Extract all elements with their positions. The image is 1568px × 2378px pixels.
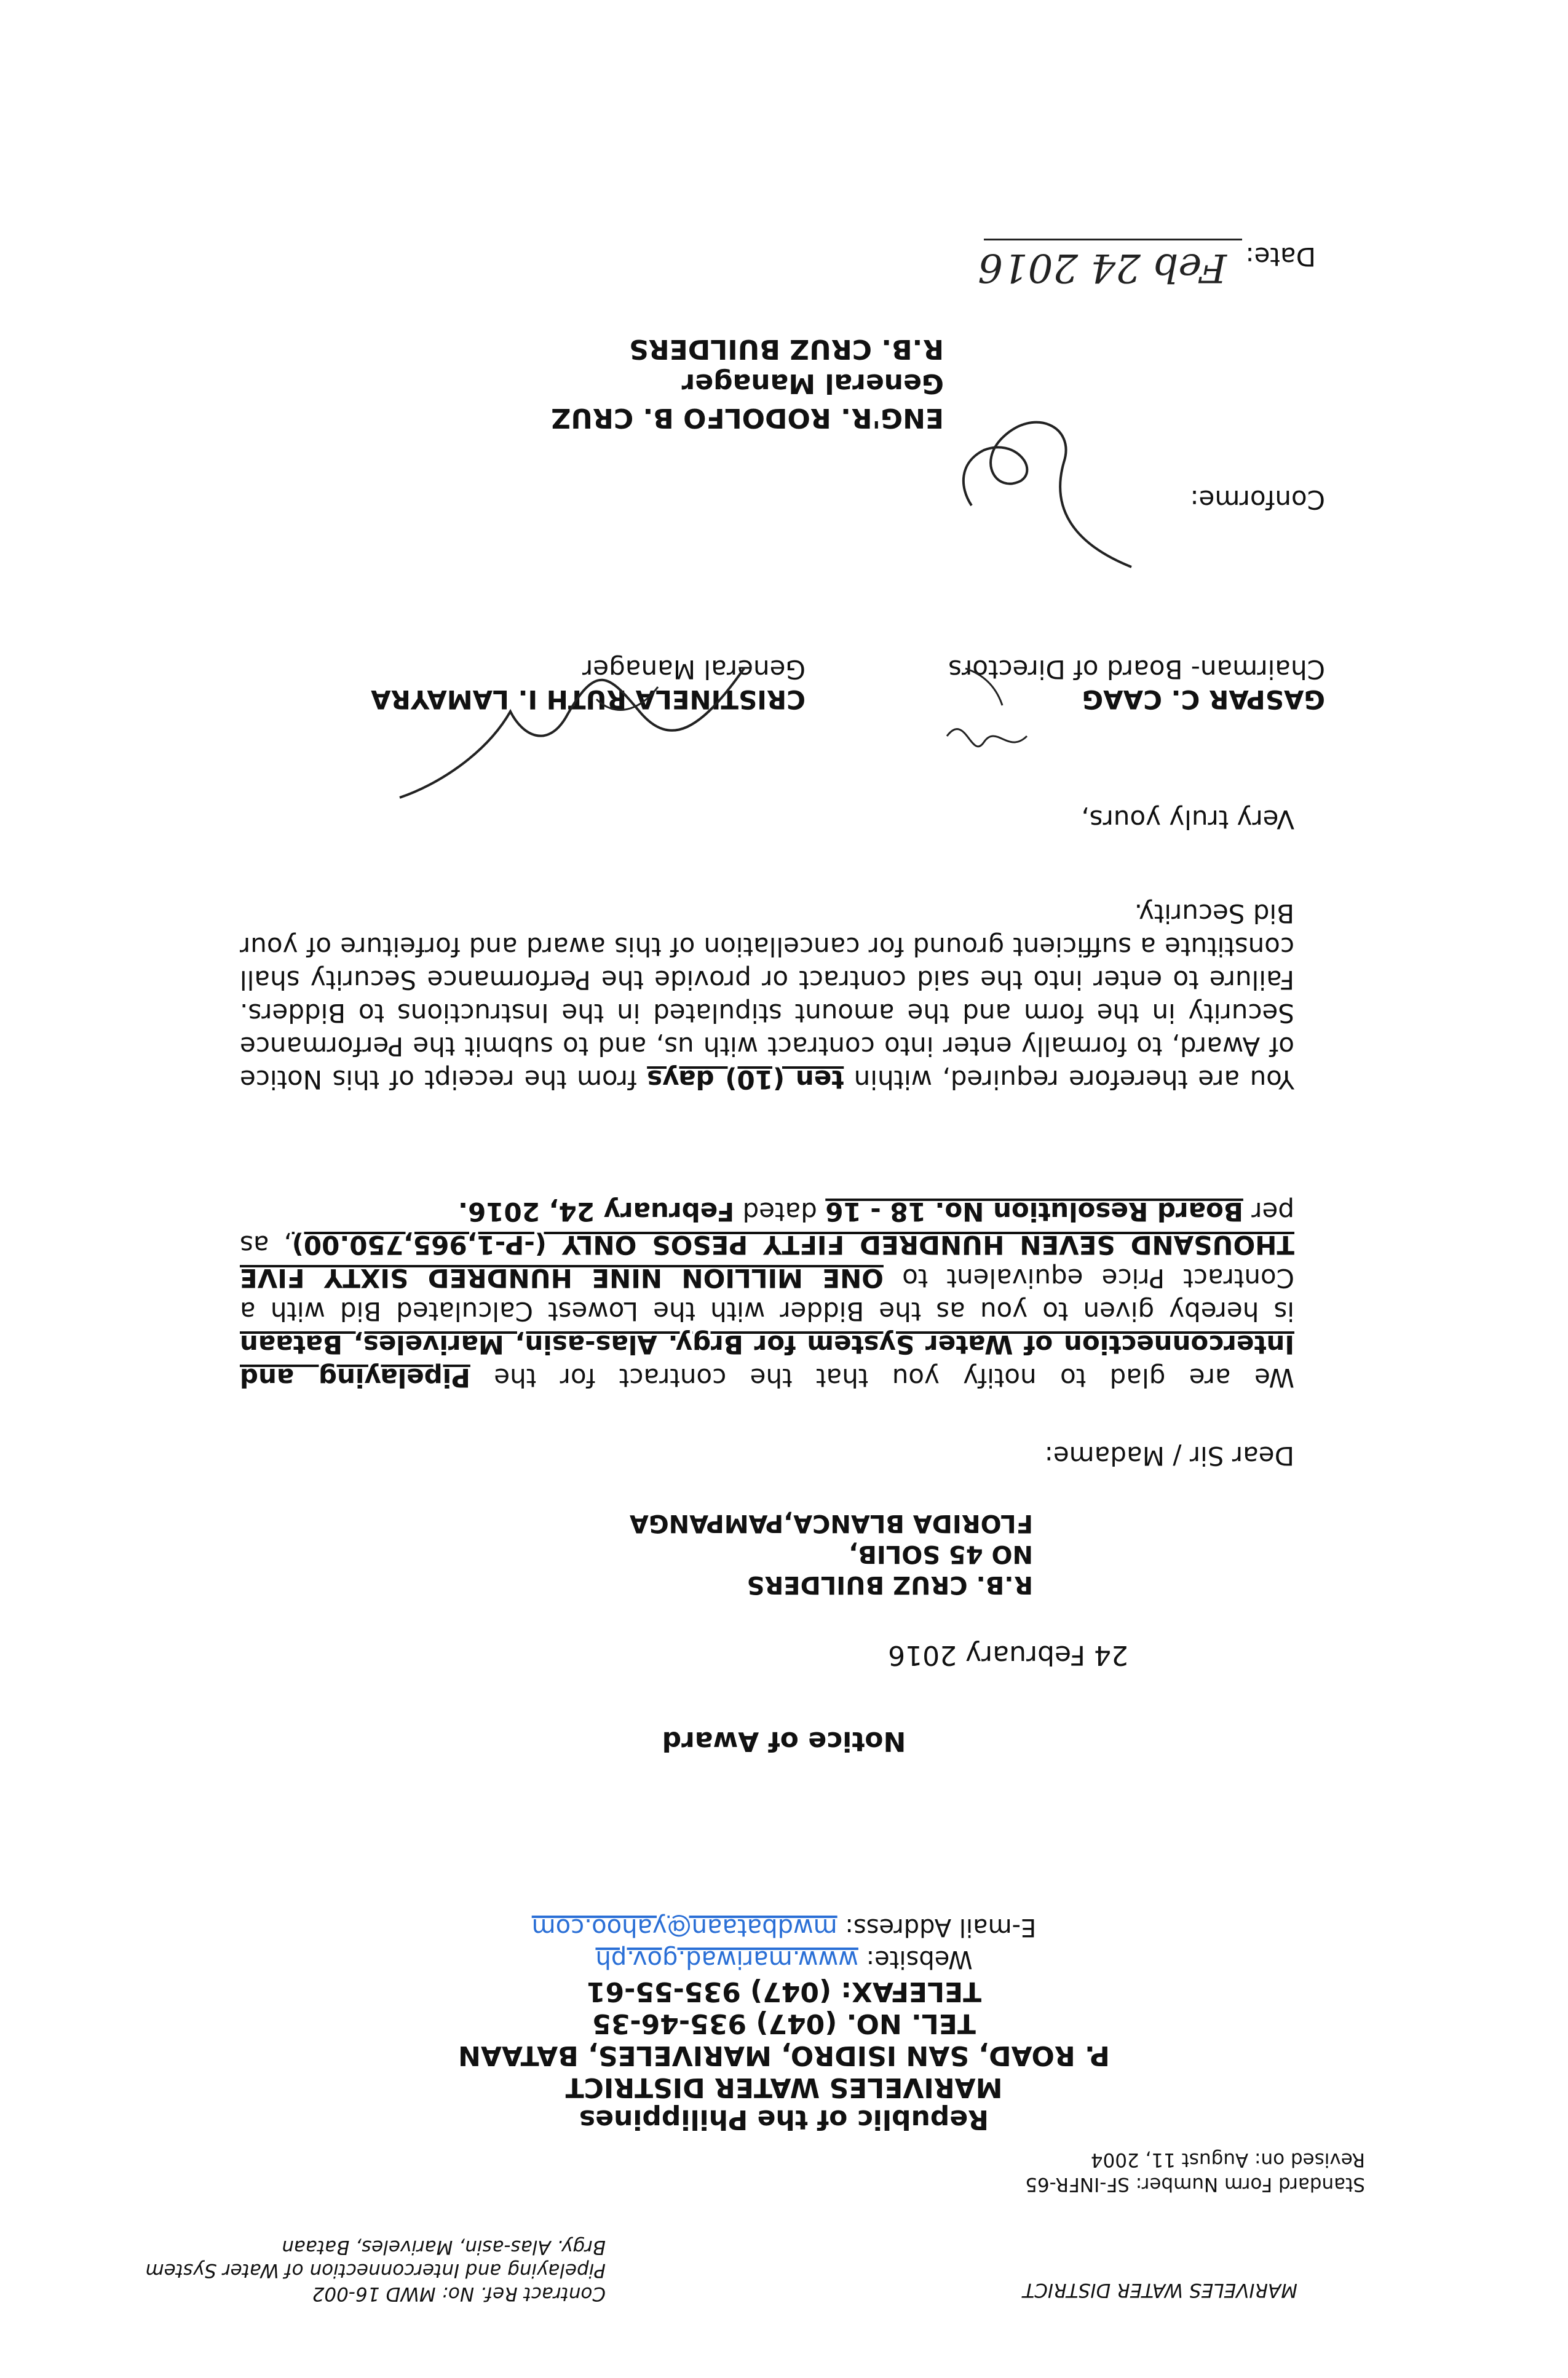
conforme-label: Conforme: xyxy=(1190,485,1325,515)
letterhead-email-row xyxy=(0,1911,1568,1943)
conforme-date-label: Date: xyxy=(1245,242,1316,272)
website-link[interactable]: www.mariwad.gov.ph xyxy=(595,1945,858,1973)
conforme-role: General Manager xyxy=(681,368,944,399)
signatory-role: General Manager xyxy=(582,654,806,684)
p1-text-d: dated xyxy=(742,1197,817,1227)
email-link[interactable]: mwdbataan@yahoo.com xyxy=(531,1913,837,1941)
contract-ref: Contract Ref. No: MWD 16-002 xyxy=(312,2283,606,2305)
p1-text-c: , as per xyxy=(239,1197,1294,1260)
recipient-line1: NO 45 SOLIB, xyxy=(849,1540,1033,1568)
recipient-name: R.B. CRUZ BUILDERS xyxy=(746,1571,1033,1599)
website-label: Website: xyxy=(866,1945,973,1973)
signatory-role: Chairman- Board of Directors xyxy=(948,654,1325,684)
p1-text-a: We are glad to notify you that the contract for the xyxy=(494,1363,1294,1393)
p2-days: ten (10) days xyxy=(647,1064,844,1095)
salutation: Dear Sir / Madame: xyxy=(1044,1441,1294,1471)
p1-text-b: is hereby given to you as the Bidder with the Lowest Calculated Bid with a Contract Price equivalent to xyxy=(240,1263,1294,1326)
p1-project: Pipelaying and Interconnection of Water System for Brgy. Alas-asin, Mariveles, Bataan xyxy=(239,1330,1294,1393)
signature-lamayra xyxy=(916,650,1039,761)
email-label: E-mail Address: xyxy=(845,1913,1037,1941)
form-info xyxy=(1025,2147,1365,2197)
project-location: Brgy. Alas-asin, Mariveles, Bataan xyxy=(282,2236,606,2258)
letterhead-org: MARIVELES WATER DISTRICT xyxy=(565,2072,1003,2103)
body-paragraph-1 xyxy=(240,1195,1294,1394)
letterhead-telefax: TELEFAX: (047) 935-55-61 xyxy=(586,1976,982,2007)
p1-date: February 24, 2016. xyxy=(458,1197,735,1227)
letterhead-tel: TEL. NO. (047) 935-46-35 xyxy=(592,2008,976,2039)
p1-resolution: Board Resolution No. 18 - 16 xyxy=(825,1197,1243,1227)
project-name: Pipelaying and Interconnection of Water System xyxy=(145,2259,606,2281)
form-number: Standard Form Number: SF-INFR-65 xyxy=(1025,2173,1365,2195)
document-title: Notice of Award xyxy=(662,1726,906,1757)
letter-date: 24 February 2016 xyxy=(888,1639,1128,1671)
signature-caag xyxy=(387,644,756,804)
closing: Very truly yours, xyxy=(1081,804,1294,834)
recipient-line2: FLORIDA BLANCA,PAMPANGA xyxy=(629,1509,1033,1537)
letterhead-address: P. ROAD, SAN ISIDRO, MARIVELES, BATAAN xyxy=(458,2040,1110,2071)
conforme-company: R.B. CRUZ BUILDERS xyxy=(629,333,944,365)
p2-text-b: from the receipt of this Notice of Award, to formally enter into contract with us, and to submit the Performance Security in the form and the amount stipulated in the Instructions to Bidders. Failure to enter into the said contract or provide the Performance Security shall constitute a sufficient ground for cancellation of this award and forfeiture of your Bid Security. xyxy=(239,898,1294,1095)
letterhead xyxy=(0,1911,1568,2135)
header-contract-info xyxy=(145,2235,606,2305)
p1-amount: ONE MILLION NINE HUNDRED SIXTY FIVE THOUSAND SEVEN HUNDRED FIFTY PESOS ONLY (-P-1,965,750.00) xyxy=(239,1230,1294,1293)
conforme-name: ENG'R. RODOLFO B. CRUZ xyxy=(551,402,944,434)
conforme-date-handwritten: Feb 24 2016 xyxy=(978,245,1227,290)
p2-text-a: You are therefore required, within xyxy=(853,1064,1294,1095)
letterhead-republic: Republic of the Philippines xyxy=(579,2104,989,2135)
date-underline xyxy=(984,239,1242,240)
form-revised: Revised on: August 11, 2004 xyxy=(1090,2149,1365,2171)
signatory-name: CRISTINELA RUTH I. LAMAYRA xyxy=(371,684,806,715)
conforme-block xyxy=(551,331,944,435)
body-paragraph-2 xyxy=(240,897,1294,1096)
signatory-name: GASPAR C. CAAG xyxy=(1082,684,1325,715)
recipient-address xyxy=(630,1508,1033,1600)
signature-cruz xyxy=(947,382,1144,592)
letterhead-website-row xyxy=(0,1943,1568,1975)
header-district: MARIVELES WATER DISTRICT xyxy=(1023,2279,1297,2301)
